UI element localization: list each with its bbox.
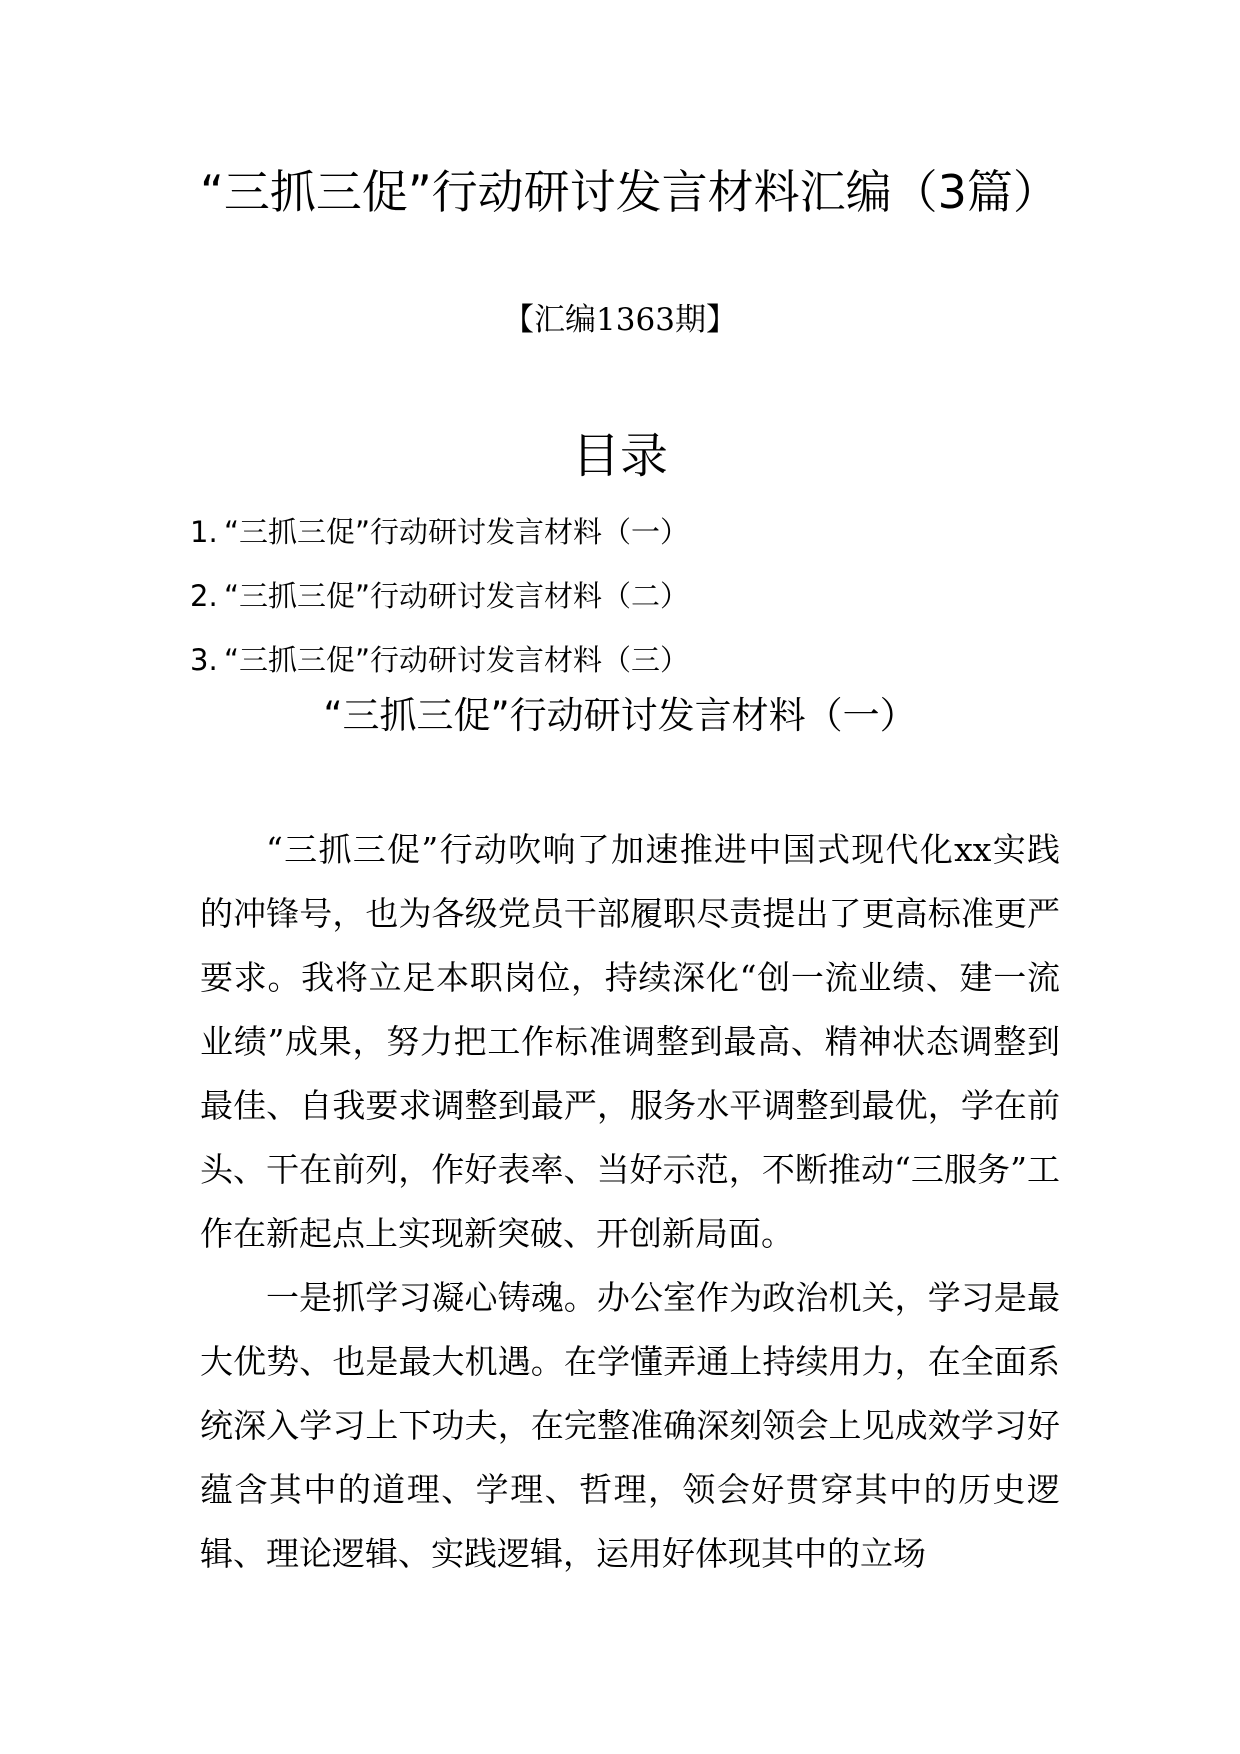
toc-item-number: 3. [190,643,218,677]
paragraph: 一是抓学习凝心铸魂。办公室作为政治机关，学习是最大优势、也是最大机遇。在学懂弄通上持续用力，在全面系统深入学习上下功夫，在完整准确深刻领会上见成效学习好蕴含其中的道理、学理、哲理，领会好贯穿其中的历史逻辑、理论逻辑、实践逻辑，运用好体现其中的立场 [200,1278,1060,1573]
issue-number: 【汇编1363期】 [503,302,737,338]
toc-item[interactable] [190,564,1090,628]
body-text [200,818,1060,1586]
toc-item-label: “三抓三促”行动研讨发言材料（一） [224,515,690,549]
paragraph: “三抓三促”行动吹响了加速推进中国式现代化xx实践的冲锋号，也为各级党员干部履职尽责提出了更高标准更严要求。我将立足本职岗位，持续深化“创一流业绩、建一流业绩”成果，努力把工作标准调整到最高、精神状态调整到最佳、自我要求调整到最严，服务水平调整到最优，学在前头、干在前列，作好表率、当好示范，不断推动“三服务”工作在新起点上实现新突破、开创新局面。 [200,830,1060,1253]
toc-item-label: “三抓三促”行动研讨发言材料（三） [224,643,690,677]
section-heading: “三抓三促”行动研讨发言材料（一） [323,694,917,737]
document-title: “三抓三促”行动研讨发言材料汇编（3篇） [200,165,1059,219]
table-of-contents [190,500,1090,692]
toc-heading: 目录 [571,428,668,484]
toc-item[interactable] [190,500,1090,564]
toc-item-number: 2. [190,579,218,613]
toc-item-number: 1. [190,515,218,549]
toc-item-label: “三抓三促”行动研讨发言材料（二） [224,579,690,613]
toc-item[interactable] [190,628,1090,692]
